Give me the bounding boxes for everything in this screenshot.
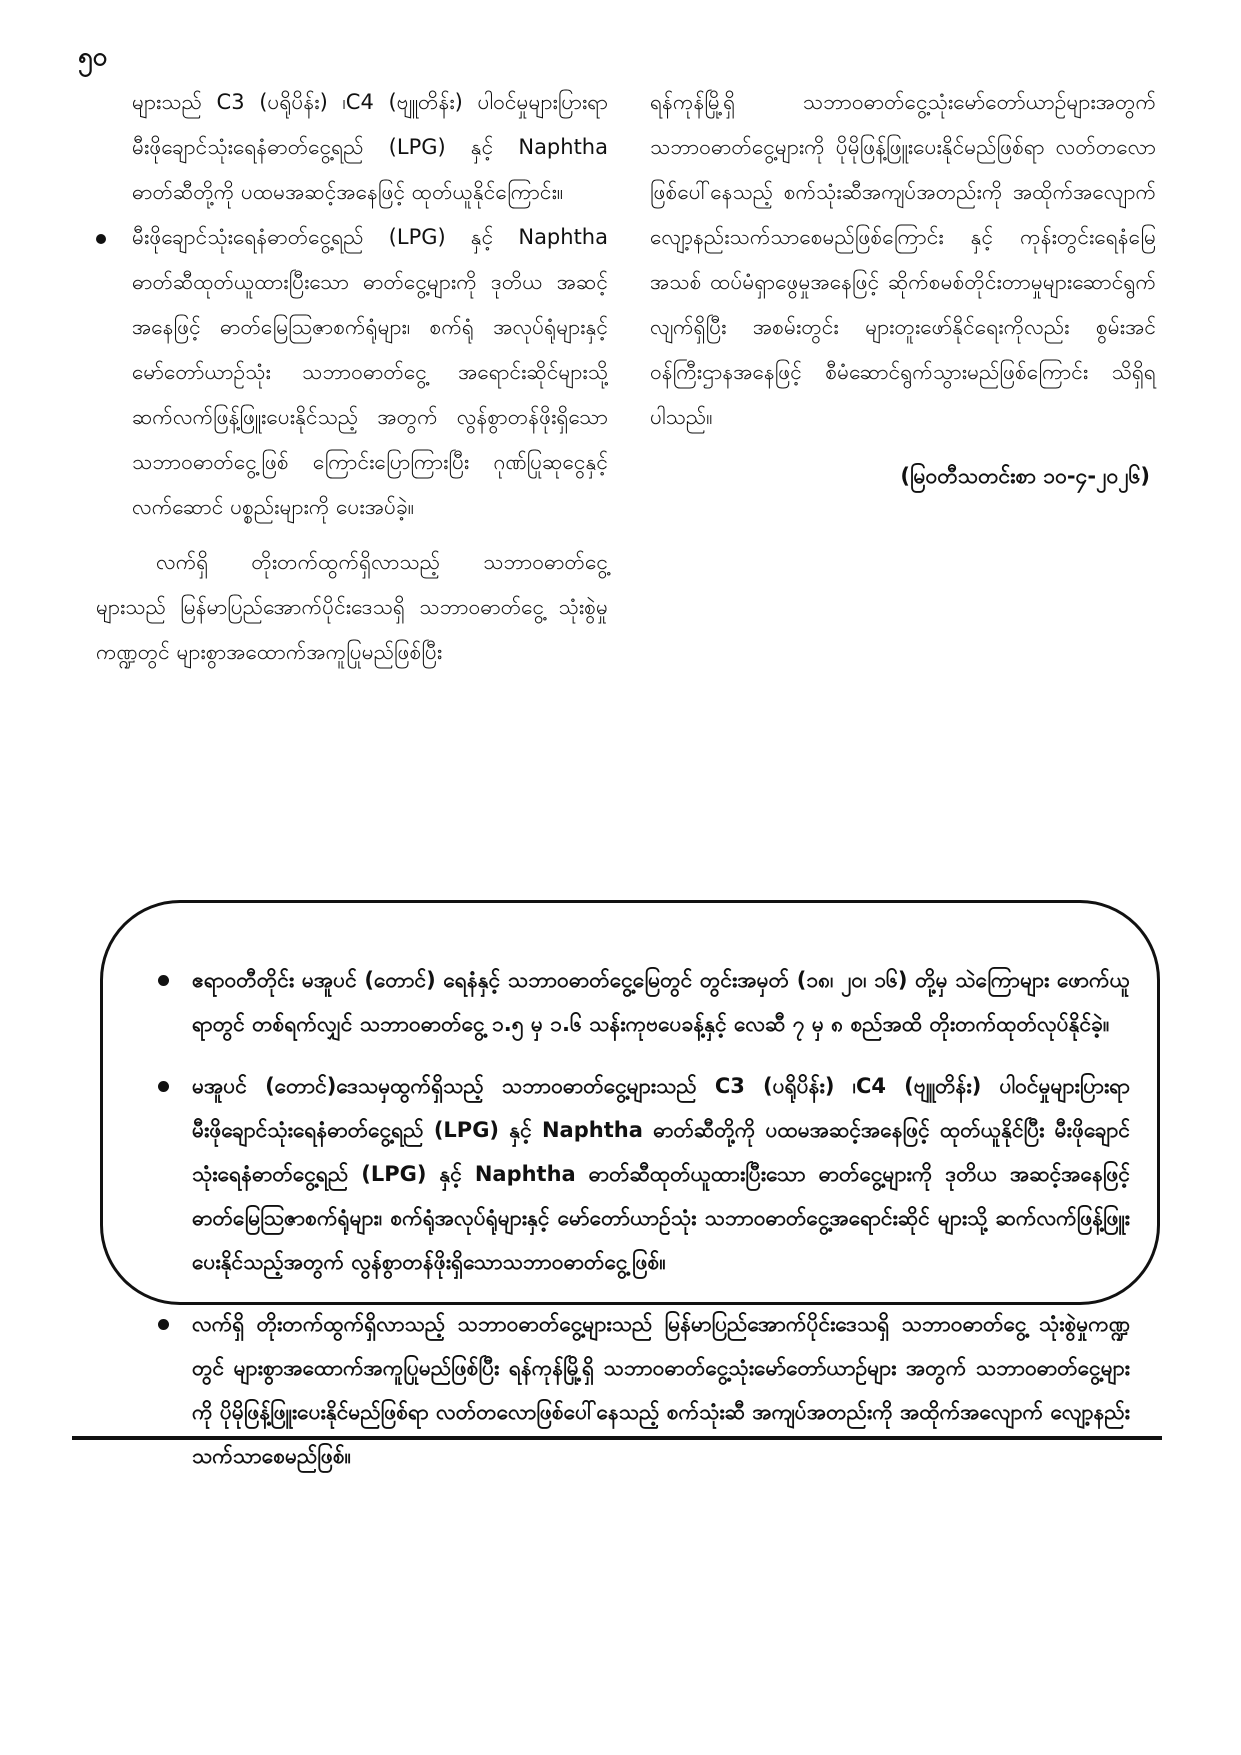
- left-column: [96, 80, 608, 675]
- bullet-text: မီးဖိုချောင်သုံးရေနံဓာတ်ငွေ့ရည် (LPG) နှင့် Naphtha ဓာတ်ဆီထုတ်ယူထားပြီးသော ဓာတ်ငွေ့များကို ဒုတိယ အဆင့်အနေဖြင့် ဓာတ်မြေသြဇာစက်ရုံများ၊ စက်ရုံ အလုပ်ရုံများနှင့် မော်တော်ယာဉ်သုံး သဘာဝဓာတ်ငွေ့ အရောင်းဆိုင်များသို့ ဆက်လက်ဖြန့်ဖြူးပေးနိုင်သည့် အတွက် လွန်စွာတန်ဖိုးရှိသော သဘာဝဓာတ်ငွေ့ဖြစ် ကြောင်းပြောကြားပြီး ဂုဏ်ပြုဆုငွေနှင့် လက်ဆောင် ပစ္စည်းများကို ပေးအပ်ခဲ့။: [132, 225, 608, 519]
- bullet-icon: [96, 234, 106, 244]
- bottom-divider: [72, 1436, 1162, 1440]
- bullet-icon: [158, 1319, 169, 1330]
- summary-item: [158, 1064, 1130, 1284]
- continuation-text: များသည် C3 (ပရိုပိန်း) ၊C4 (ဗျူတိန်း) ပါဝင်မှုများပြားရာ မီးဖိုချောင်သုံးရေနံဓာတ်ငွေ့ရည် (LPG) နှင့် Naphtha ဓာတ်ဆီတို့ကို ပထမအဆင့်အနေဖြင့် ထုတ်ယူနိုင်ကြောင်း။: [132, 90, 608, 204]
- summary-item-text: ဧရာဝတီတိုင်း မအူပင် (တောင်) ရေနံနှင့် သဘာဝဓာတ်ငွေ့မြေတွင် တွင်းအမှတ် (၁၈၊ ၂၀၊ ၁၆) တို့မှ သဲကြောများ ဖောက်ယူရာတွင် တစ်ရက်လျှင် သဘာဝဓာတ်ငွေ့ ၁.၅ မှ ၁.၆ သန်းကုဗပေခန့်နှင့် လေဆီ ၇ မှ ၈ စည်အထိ တိုးတက်ထုတ်လုပ်နိုင်ခဲ့။: [192, 968, 1130, 1036]
- right-column: [650, 80, 1156, 499]
- body-paragraph-continued: ရန်ကုန်မြို့ရှိ သဘာဝဓာတ်ငွေ့သုံးမော်တော်ယာဉ်များအတွက် သဘာဝဓာတ်ငွေ့များကို ပိုမိုဖြန့်ဖြူးပေးနိုင်မည်ဖြစ်ရာ လတ်တလောဖြစ်ပေါ်နေသည့် စက်သုံးဆီအကျပ်အတည်းကို အထိုက်အလျောက် လျော့နည်းသက်သာစေမည်ဖြစ်ကြောင်း နှင့် ကုန်းတွင်းရေနံမြေအသစ် ထပ်မံရှာဖွေမှုအနေဖြင့် ဆိုက်စမစ်တိုင်းတာမှုများဆောင်ရွက်လျက်ရှိပြီး အစမ်းတွင်း များတူးဖော်နိုင်ရေးကိုလည်း စွမ်းအင်ဝန်ကြီးဌာနအနေဖြင့် စီမံဆောင်ရွက်သွားမည်ဖြစ်ကြောင်း သိရှိရပါသည်။: [650, 90, 1156, 429]
- summary-item: [158, 958, 1130, 1046]
- bullet-icon: [158, 975, 169, 986]
- bullet-icon: [158, 1081, 169, 1092]
- body-paragraph: လက်ရှိ တိုးတက်ထွက်ရှိလာသည့် သဘာဝဓာတ်ငွေ့ များသည် မြန်မာပြည်အောက်ပိုင်းဒေသရှိ သဘာဝဓာတ်ငွေ့ သုံးစွဲမှုကဏ္ဍတွင် များစွာအထောက်အကူပြုမည်ဖြစ်ပြီး: [96, 550, 608, 664]
- summary-item-text: မအူပင် (တောင်)ဒေသမှထွက်ရှိသည့် သဘာဝဓာတ်ငွေ့များသည် C3 (ပရိုပိန်း) ၊C4 (ဗျူတိန်း) ပါဝင်မှုများပြားရာ မီးဖိုချောင်သုံးရေနံဓာတ်ငွေ့ရည် (LPG) နှင့် Naphtha ဓာတ်ဆီတို့ကို ပထမအဆင့်အနေဖြင့် ထုတ်ယူနိုင်ပြီး မီးဖိုချောင်သုံးရေနံဓာတ်ငွေ့ရည် (LPG) နှင့် Naphtha ဓာတ်ဆီထုတ်ယူထားပြီးသော ဓာတ်ငွေ့များကို ဒုတိယ အဆင့်အနေဖြင့် ဓာတ်မြေသြဇာစက်ရုံများ၊ စက်ရုံအလုပ်ရုံများနှင့် မော်တော်ယာဉ်သုံး သဘာဝဓာတ်ငွေ့အရောင်းဆိုင် များသို့ ဆက်လက်ဖြန့်ဖြူးပေးနိုင်သည့်အတွက် လွန်စွာတန်ဖိုးရှိသောသဘာဝဓာတ်ငွေ့ဖြစ်။: [192, 1074, 1130, 1274]
- bullet-item: [96, 215, 608, 530]
- summary-item-text: လက်ရှိ တိုးတက်ထွက်ရှိလာသည့် သဘာဝဓာတ်ငွေ့များသည် မြန်မာပြည်အောက်ပိုင်းဒေသရှိ သဘာဝဓာတ်ငွေ့ သုံးစွဲမှုကဏ္ဍတွင် များစွာအထောက်အကူပြုမည်ဖြစ်ပြီး ရန်ကုန်မြို့ရှိ သဘာဝဓာတ်ငွေ့သုံးမော်တော်ယာဉ်များ အတွက် သဘာဝဓာတ်ငွေ့များကို ပိုမိုဖြန့်ဖြူးပေးနိုင်မည်ဖြစ်ရာ လတ်တလောဖြစ်ပေါ်နေသည့် စက်သုံးဆီ အကျပ်အတည်းကို အထိုက်အလျောက် လျော့နည်းသက်သာစေမည်ဖြစ်။: [192, 1312, 1130, 1468]
- page-number: ၅၀: [78, 42, 108, 72]
- summary-list: [158, 958, 1130, 1496]
- source-citation: (မြဝတီသတင်းစာ ၁၀-၄-၂၀၂၆): [900, 464, 1150, 488]
- summary-item: [158, 1302, 1130, 1478]
